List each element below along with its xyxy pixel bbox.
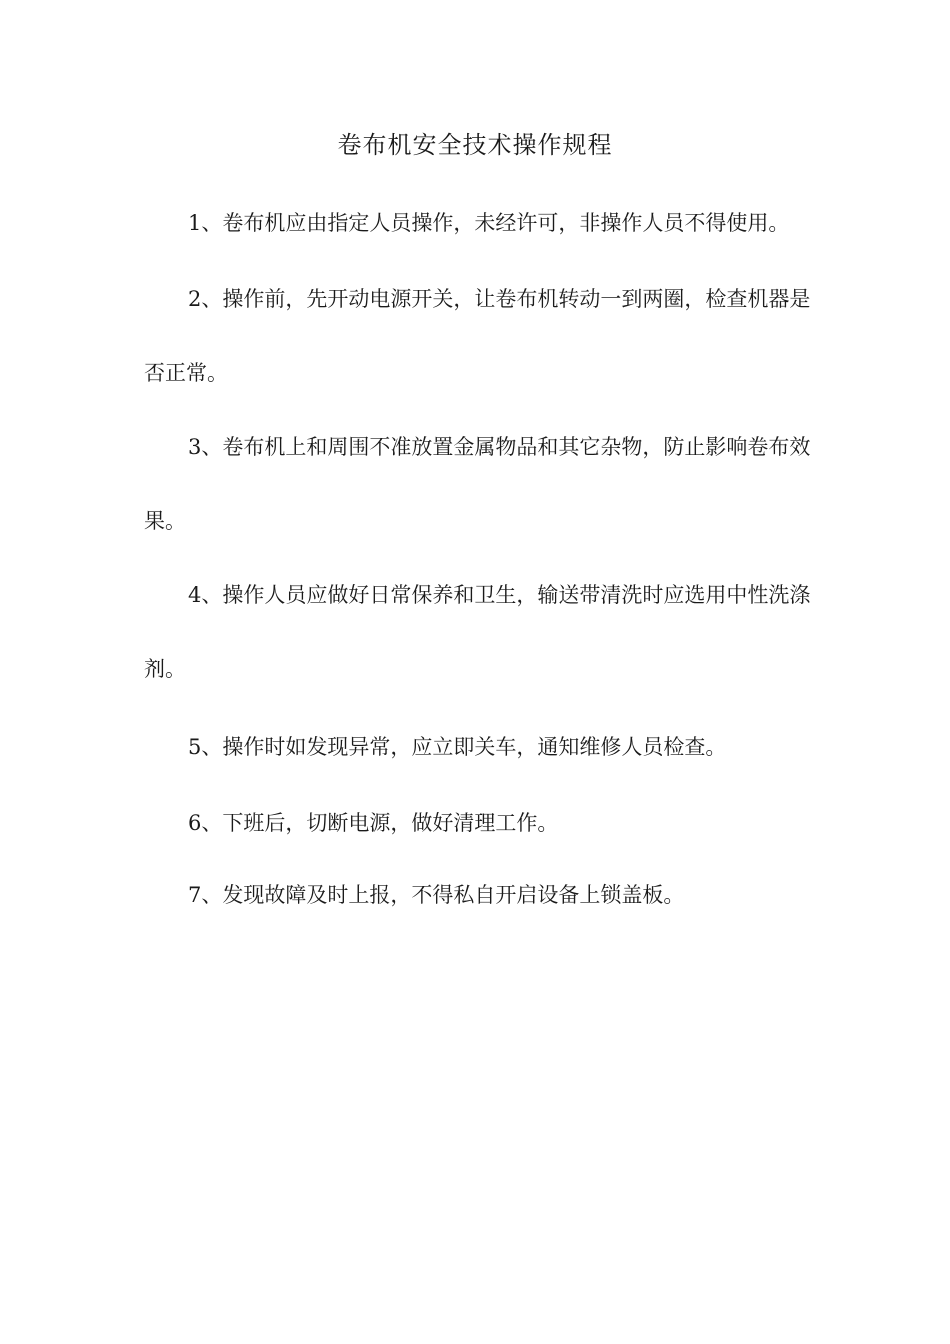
clause-1: 1、卷布机应由指定人员操作，未经许可，非操作人员不得使用。 bbox=[188, 211, 790, 235]
clause-6: 6、下班后，切断电源，做好清理工作。 bbox=[188, 811, 559, 835]
page-title: 卷布机安全技术操作规程 bbox=[337, 131, 613, 159]
clause-2: 2、操作前，先开动电源开关，让卷布机转动一到两圈，检查机器是否正常。 bbox=[144, 287, 811, 385]
clause-7: 7、发现故障及时上报，不得私自开启设备上锁盖板。 bbox=[188, 883, 685, 907]
clause-5: 5、操作时如发现异常，应立即关车，通知维修人员检查。 bbox=[188, 735, 727, 759]
clause-3: 3、卷布机上和周围不准放置金属物品和其它杂物，防止影响卷布效果。 bbox=[144, 435, 811, 533]
clause-4: 4、操作人员应做好日常保养和卫生，输送带清洗时应选用中性洗涤剂。 bbox=[144, 583, 811, 681]
